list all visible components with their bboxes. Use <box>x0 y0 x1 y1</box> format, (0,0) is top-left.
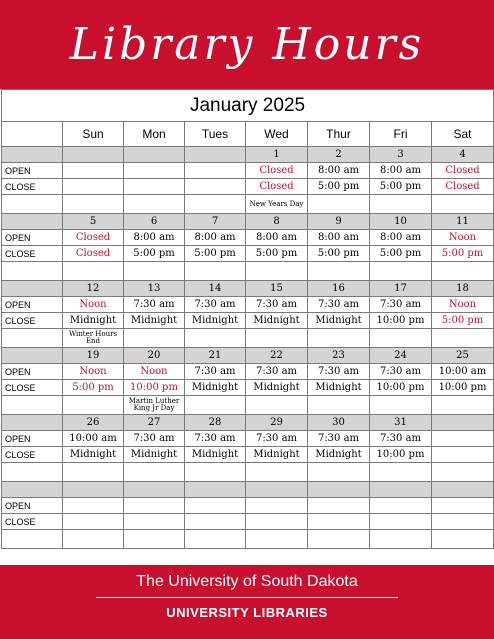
close-time-cell: 10:00 pm <box>370 380 432 396</box>
holiday-note <box>370 329 432 348</box>
close-row <box>2 246 494 262</box>
close-time-cell: 5:00 pm <box>370 179 432 195</box>
holiday-note <box>124 262 185 281</box>
open-row <box>2 431 494 447</box>
date-cell: 18 <box>432 281 494 297</box>
date-cell: 21 <box>185 348 246 364</box>
holiday-note <box>63 530 124 549</box>
date-cell: 4 <box>432 147 494 163</box>
footer-divider <box>96 597 398 598</box>
open-time-cell: Closed <box>63 230 124 246</box>
date-cell: 17 <box>370 281 432 297</box>
holiday-note <box>124 195 185 214</box>
close-row <box>2 514 494 530</box>
holiday-note <box>370 396 432 415</box>
date-cell: 14 <box>185 281 246 297</box>
holiday-note <box>185 396 246 415</box>
close-time-cell <box>185 514 246 530</box>
date-cell <box>432 482 494 498</box>
open-time-cell: 7:30 am <box>370 364 432 380</box>
date-cell: 28 <box>185 415 246 431</box>
header-banner <box>0 0 494 89</box>
open-time-cell <box>63 498 124 514</box>
close-time-cell: 5:00 pm <box>308 246 370 262</box>
close-time-cell <box>432 514 494 530</box>
date-cell: 6 <box>124 214 185 230</box>
hours-calendar <box>1 89 494 549</box>
date-row-blank <box>2 482 63 498</box>
open-time-cell <box>124 498 185 514</box>
date-cell: 26 <box>63 415 124 431</box>
close-time-cell: Midnight <box>308 447 370 463</box>
note-row-blank <box>2 396 63 415</box>
open-time-cell: 7:30 am <box>308 364 370 380</box>
close-label: CLOSE <box>2 514 63 530</box>
open-time-cell: 7:30 am <box>246 431 308 447</box>
note-row-blank <box>2 329 63 348</box>
open-time-cell: 8:00 am <box>370 163 432 179</box>
open-time-cell <box>308 498 370 514</box>
open-time-cell: 7:30 am <box>370 431 432 447</box>
close-time-cell: Midnight <box>246 380 308 396</box>
date-cell: 8 <box>246 214 308 230</box>
date-row-blank <box>2 214 63 230</box>
date-cell: 22 <box>246 348 308 364</box>
note-row <box>2 396 494 415</box>
date-row-blank <box>2 147 63 163</box>
close-time-cell <box>432 447 494 463</box>
open-time-cell <box>185 498 246 514</box>
open-time-cell: 7:30 am <box>185 364 246 380</box>
close-label: CLOSE <box>2 179 63 195</box>
close-time-cell: Closed <box>246 179 308 195</box>
date-row-blank <box>2 348 63 364</box>
close-time-cell <box>63 514 124 530</box>
note-row <box>2 463 494 482</box>
date-cell: 27 <box>124 415 185 431</box>
holiday-note <box>124 530 185 549</box>
close-row <box>2 447 494 463</box>
weekday-header: Sat <box>432 122 494 147</box>
close-label: CLOSE <box>2 380 63 396</box>
open-label: OPEN <box>2 297 63 313</box>
weekday-header: Tues <box>185 122 246 147</box>
close-row <box>2 313 494 329</box>
open-label: OPEN <box>2 498 63 514</box>
university-name: The University of South Dakota <box>136 573 358 590</box>
date-cell: 9 <box>308 214 370 230</box>
footer-banner <box>0 565 494 639</box>
open-time-cell: 8:00 am <box>370 230 432 246</box>
open-time-cell: Noon <box>63 364 124 380</box>
date-cell <box>432 415 494 431</box>
open-time-cell <box>432 431 494 447</box>
close-time-cell: 5:00 pm <box>246 246 308 262</box>
holiday-note <box>370 463 432 482</box>
date-row <box>2 482 494 498</box>
close-time-cell: 5:00 pm <box>432 313 494 329</box>
open-time-cell: 7:30 am <box>370 297 432 313</box>
weekday-header-blank <box>2 122 63 147</box>
holiday-note <box>185 262 246 281</box>
holiday-note <box>246 329 308 348</box>
open-time-cell <box>246 498 308 514</box>
close-time-cell: Midnight <box>185 380 246 396</box>
date-cell: 3 <box>370 147 432 163</box>
open-time-cell <box>124 163 185 179</box>
note-row <box>2 262 494 281</box>
holiday-note: Martin Luther King Jr Day <box>124 396 185 415</box>
holiday-note <box>308 195 370 214</box>
libraries-name: UNIVERSITY LIBRARIES <box>166 605 328 620</box>
close-time-cell <box>124 179 185 195</box>
holiday-note <box>63 463 124 482</box>
date-row <box>2 214 494 230</box>
date-row-blank <box>2 415 63 431</box>
open-row <box>2 297 494 313</box>
open-time-cell: 8:00 am <box>308 163 370 179</box>
open-time-cell <box>432 498 494 514</box>
open-time-cell: 7:30 am <box>185 297 246 313</box>
close-label: CLOSE <box>2 246 63 262</box>
close-time-cell <box>185 179 246 195</box>
weekday-header: Wed <box>246 122 308 147</box>
date-cell: 31 <box>370 415 432 431</box>
open-time-cell: 7:30 am <box>124 431 185 447</box>
close-time-cell: Closed <box>432 179 494 195</box>
date-row <box>2 348 494 364</box>
open-time-cell: Noon <box>432 297 494 313</box>
close-time-cell: 10:00 pm <box>370 447 432 463</box>
open-time-cell: 10:00 am <box>432 364 494 380</box>
holiday-note <box>308 396 370 415</box>
open-time-cell: Closed <box>246 163 308 179</box>
close-time-cell: Midnight <box>246 313 308 329</box>
holiday-note <box>124 329 185 348</box>
close-time-cell: 5:00 pm <box>63 380 124 396</box>
note-row <box>2 329 494 348</box>
close-label: CLOSE <box>2 313 63 329</box>
note-row-blank <box>2 195 63 214</box>
holiday-note <box>246 463 308 482</box>
open-time-cell: 8:00 am <box>185 230 246 246</box>
close-time-cell: Closed <box>63 246 124 262</box>
holiday-note <box>246 530 308 549</box>
weekday-header: Fri <box>370 122 432 147</box>
date-cell <box>63 482 124 498</box>
date-cell: 23 <box>308 348 370 364</box>
close-time-cell: 10:00 pm <box>370 313 432 329</box>
holiday-note <box>308 530 370 549</box>
date-row <box>2 281 494 297</box>
open-time-cell: Closed <box>432 163 494 179</box>
date-cell <box>246 482 308 498</box>
close-time-cell: Midnight <box>185 447 246 463</box>
note-row <box>2 530 494 549</box>
date-cell <box>124 482 185 498</box>
close-time-cell: Midnight <box>185 313 246 329</box>
holiday-note <box>432 463 494 482</box>
date-cell: 16 <box>308 281 370 297</box>
date-cell: 12 <box>63 281 124 297</box>
holiday-note <box>246 396 308 415</box>
open-time-cell: Noon <box>63 297 124 313</box>
holiday-note <box>432 262 494 281</box>
holiday-note <box>124 463 185 482</box>
open-row <box>2 364 494 380</box>
close-time-cell: Midnight <box>63 447 124 463</box>
date-cell: 30 <box>308 415 370 431</box>
page-title: Library Hours <box>69 19 425 70</box>
close-time-cell: Midnight <box>63 313 124 329</box>
close-time-cell: Midnight <box>246 447 308 463</box>
holiday-note <box>63 396 124 415</box>
close-time-cell <box>246 514 308 530</box>
holiday-note <box>63 195 124 214</box>
open-row <box>2 230 494 246</box>
open-time-cell: 7:30 am <box>246 297 308 313</box>
date-cell: 7 <box>185 214 246 230</box>
holiday-note: New Years Day <box>246 195 308 214</box>
date-cell <box>63 147 124 163</box>
holiday-note <box>432 396 494 415</box>
close-time-cell <box>308 514 370 530</box>
open-time-cell: 7:30 am <box>185 431 246 447</box>
open-time-cell <box>370 498 432 514</box>
close-row <box>2 380 494 396</box>
weekday-header: Sun <box>63 122 124 147</box>
weekday-header: Mon <box>124 122 185 147</box>
close-time-cell: 5:00 pm <box>124 246 185 262</box>
holiday-note <box>185 195 246 214</box>
date-cell: 13 <box>124 281 185 297</box>
holiday-note <box>308 329 370 348</box>
holiday-note <box>185 530 246 549</box>
date-cell: 2 <box>308 147 370 163</box>
date-cell <box>308 482 370 498</box>
close-time-cell <box>124 514 185 530</box>
close-time-cell: Midnight <box>124 447 185 463</box>
holiday-note <box>370 262 432 281</box>
date-cell <box>124 147 185 163</box>
date-cell: 19 <box>63 348 124 364</box>
weekday-header-row <box>2 122 494 147</box>
note-row <box>2 195 494 214</box>
close-time-cell: Midnight <box>308 313 370 329</box>
open-time-cell: Noon <box>124 364 185 380</box>
note-row-blank <box>2 530 63 549</box>
close-time-cell: 10:00 pm <box>432 380 494 396</box>
close-time-cell <box>63 179 124 195</box>
date-row <box>2 415 494 431</box>
open-label: OPEN <box>2 163 63 179</box>
month-title: January 2025 <box>2 90 494 122</box>
date-cell: 11 <box>432 214 494 230</box>
date-cell: 5 <box>63 214 124 230</box>
close-time-cell: 5:00 pm <box>432 246 494 262</box>
date-row-blank <box>2 281 63 297</box>
holiday-note <box>432 329 494 348</box>
holiday-note <box>185 329 246 348</box>
open-time-cell: 7:30 am <box>124 297 185 313</box>
holiday-note <box>432 530 494 549</box>
open-time-cell: 8:00 am <box>308 230 370 246</box>
date-cell: 1 <box>246 147 308 163</box>
close-time-cell: 5:00 pm <box>370 246 432 262</box>
date-cell: 25 <box>432 348 494 364</box>
weekday-header: Thur <box>308 122 370 147</box>
close-time-cell: 10:00 pm <box>124 380 185 396</box>
open-row <box>2 163 494 179</box>
open-time-cell <box>63 163 124 179</box>
open-label: OPEN <box>2 364 63 380</box>
note-row-blank <box>2 463 63 482</box>
date-cell: 24 <box>370 348 432 364</box>
close-label: CLOSE <box>2 447 63 463</box>
close-time-cell: Midnight <box>308 380 370 396</box>
holiday-note <box>370 195 432 214</box>
holiday-note <box>308 262 370 281</box>
open-label: OPEN <box>2 230 63 246</box>
close-time-cell: 5:00 pm <box>308 179 370 195</box>
date-cell <box>370 482 432 498</box>
note-row-blank <box>2 262 63 281</box>
date-cell <box>185 482 246 498</box>
date-cell: 15 <box>246 281 308 297</box>
date-cell: 10 <box>370 214 432 230</box>
holiday-note <box>432 195 494 214</box>
open-time-cell <box>185 163 246 179</box>
holiday-note <box>246 262 308 281</box>
holiday-note <box>308 463 370 482</box>
open-time-cell: 7:30 am <box>246 364 308 380</box>
holiday-note <box>185 463 246 482</box>
holiday-note: Winter Hours End <box>63 329 124 348</box>
close-time-cell: 5:00 pm <box>185 246 246 262</box>
open-time-cell: Noon <box>432 230 494 246</box>
date-cell <box>185 147 246 163</box>
holiday-note <box>63 262 124 281</box>
holiday-note <box>370 530 432 549</box>
month-row <box>2 90 494 122</box>
date-cell: 29 <box>246 415 308 431</box>
date-row <box>2 147 494 163</box>
close-row <box>2 179 494 195</box>
open-time-cell: 7:30 am <box>308 297 370 313</box>
close-time-cell <box>370 514 432 530</box>
open-row <box>2 498 494 514</box>
open-label: OPEN <box>2 431 63 447</box>
date-cell: 20 <box>124 348 185 364</box>
open-time-cell: 7:30 am <box>308 431 370 447</box>
open-time-cell: 8:00 am <box>124 230 185 246</box>
open-time-cell: 10:00 am <box>63 431 124 447</box>
close-time-cell: Midnight <box>124 313 185 329</box>
open-time-cell: 8:00 am <box>246 230 308 246</box>
